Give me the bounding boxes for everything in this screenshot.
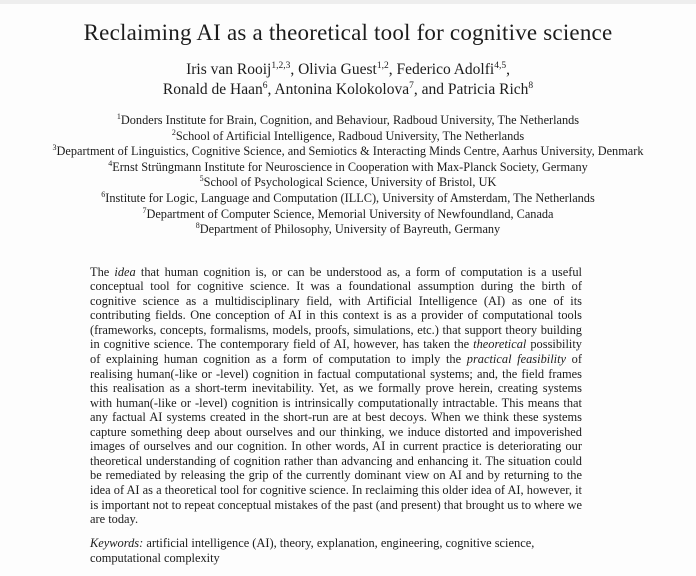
abstract-paragraph — [90, 265, 582, 527]
affiliation-sup: 8 — [195, 221, 200, 231]
author-separator: , — [506, 61, 510, 78]
author-separator: , — [413, 81, 422, 98]
affiliation-line — [0, 113, 696, 129]
affiliation-text: Ernst Strüngmann Institute for Neuroscience in Cooperation with Max-Planck Society, Germany — [112, 159, 588, 174]
author-line-2 — [0, 80, 696, 100]
author-name: Federico Adolfi — [396, 61, 495, 78]
affiliation-sup: 5 — [199, 174, 204, 184]
abstract-text-italic: theoretical — [473, 337, 527, 352]
affiliation-line — [0, 207, 696, 223]
affiliation-sup: 2 — [171, 127, 176, 137]
affiliation-sup: 3 — [52, 143, 57, 153]
affiliation-sup: 6 — [101, 189, 106, 199]
author-list — [0, 60, 696, 100]
author-separator: , — [267, 81, 275, 98]
author-affiliation-sup: 6 — [262, 80, 268, 91]
window-top-edge — [0, 0, 696, 4]
affiliation-text: School of Artificial Intelligence, Radboud University, The Netherlands — [175, 128, 525, 143]
author-separator: , — [388, 61, 397, 78]
affiliation-sup: 4 — [108, 158, 113, 168]
author-conjunction: and — [421, 81, 448, 98]
paper-title: Reclaiming AI as a theoretical tool for cognitive science — [83, 20, 613, 45]
author-affiliation-sup: 1,2,3 — [271, 60, 291, 71]
affiliation-line — [0, 160, 696, 176]
affiliation-line — [0, 175, 696, 191]
affiliation-text: Department of Linguistics, Cognitive Science, and Semiotics & Interacting Minds Centre, Aarhus University, Denmark — [56, 144, 644, 159]
keywords-label: Keywords: — [90, 535, 144, 550]
keywords-text: artificial intelligence (AI), theory, explanation, engineering, cognitive science, computational complexity — [90, 535, 535, 565]
abstract-text: possibility of explaining human cognition as a form of computation to imply the — [90, 337, 582, 367]
affiliation-line — [0, 129, 696, 145]
author-affiliation-sup: 8 — [528, 80, 534, 91]
author-name: Iris van Rooij — [186, 61, 272, 78]
author-affiliation-sup: 1,2 — [376, 60, 389, 71]
abstract-text: that human cognition is, or can be understood as, a form of computation is a useful conceptual tool for cognitive science. It was a foundational assumption during the birth of cognitive science as a multidisciplinary field, with Artificial Intelligence (AI) as one of its contributing fields. One conception of AI in this context is as a provider of computational tools (frameworks, concepts, formalisms, models, proofs, simulations, etc.) that support theory building in cognitive science. The contemporary field of AI, however, has taken the — [90, 264, 582, 352]
keywords-block — [90, 536, 582, 566]
affiliation-text: Institute for Logic, Language and Computation (ILLC), University of Amsterdam, The Netherlands — [105, 190, 595, 205]
affiliation-text: Donders Institute for Brain, Cognition, and Behaviour, Radboud University, The Netherlands — [120, 113, 580, 127]
affiliation-sup: 7 — [142, 205, 147, 215]
author-name: Ronald de Haan — [162, 81, 263, 98]
abstract-text: The — [90, 264, 115, 279]
affiliation-text: School of Psychological Science, University of Bristol, UK — [203, 175, 497, 190]
author-name: Olivia Guest — [298, 61, 377, 78]
abstract-text: of realising human(-like or -level) cognition in factual computational systems; and, the field frames this realisation as a short-term inevitability. Yet, as we formally prove herein, creating systems with human(-like or -level) cognition is intrinsically computationally intractable. This means that any factual AI systems created in the short-run are at best decoys. When we think these systems capture something deep about ourselves and our thinking, we induce distorted and impoverished images of ourselves and our cognition. In other words, AI in current practice is deteriorating our theoretical understanding of cognition rather than advancing and enhancing it. The situation could be remediated by releasing the grip of the currently dominant view on AI and by returning to the idea of AI as a theoretical tool for cognitive science. In reclaiming this older idea of AI, however, it is important not to repeat conceptual mistakes of the past (and present) that brought us to where we are today. — [90, 352, 582, 527]
author-name: Antonina Kolokolova — [274, 81, 410, 98]
affiliation-text: Department of Philosophy, University of Bayreuth, Germany — [199, 222, 501, 237]
author-line-1 — [0, 60, 696, 80]
affiliation-list — [0, 113, 696, 238]
affiliation-sup: 1 — [116, 111, 121, 121]
author-separator: , — [290, 61, 299, 78]
abstract-text-italic: idea — [114, 264, 136, 279]
affiliation-line — [0, 222, 696, 238]
abstract-text-italic: practical feasibility — [466, 352, 567, 367]
affiliation-line — [0, 144, 696, 160]
author-affiliation-sup: 7 — [409, 80, 414, 91]
author-affiliation-sup: 4,5 — [494, 60, 507, 71]
author-name: Patricia Rich — [447, 81, 529, 98]
affiliation-text: Department of Computer Science, Memorial University of Newfoundland, Canada — [146, 206, 554, 221]
affiliation-line — [0, 191, 696, 207]
